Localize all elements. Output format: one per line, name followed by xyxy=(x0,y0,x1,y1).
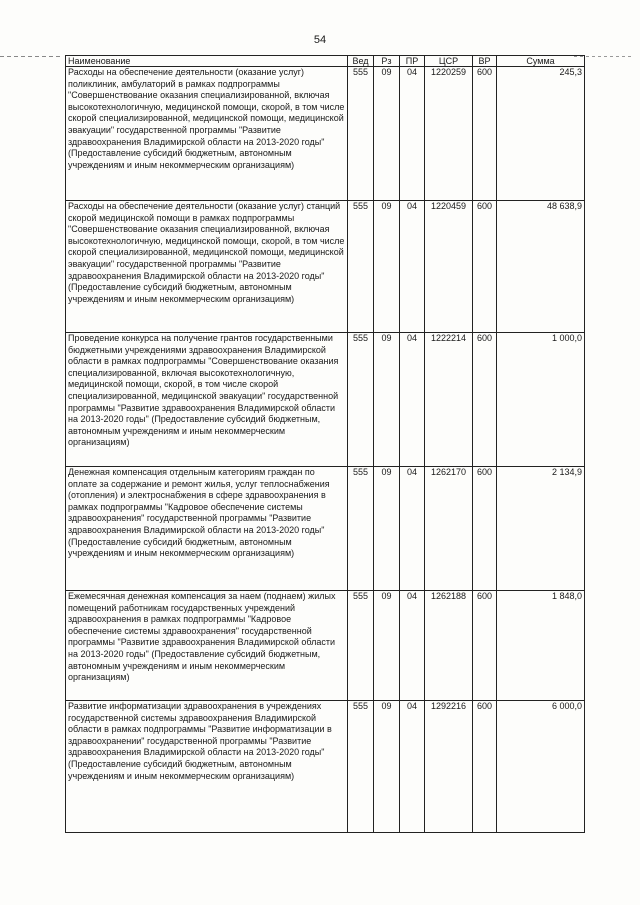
row-rz: 09 xyxy=(374,467,400,591)
row-csr: 1220259 xyxy=(425,67,473,201)
row-name: Расходы на обеспечение деятельности (оказание услуг) поликлиник, амбулаторий в рамках подпрограммы "Совершенствование оказания специализированной, включая высокотехнологичную, медицинской помощи, скорой, в том числе скорой специализированной, медицинской помощи, медицинской эвакуации" государственной программы "Развитие здравоохранения Владимирской области на 2013-2020 годы" (Предоставление субсидий бюджетным, автономным учреждениям и иным некоммерческим организациям) xyxy=(66,67,348,201)
table-row xyxy=(66,591,585,701)
row-name: Денежная компенсация отдельным категориям граждан по оплате за содержание и ремонт жилья, услуг теплоснабжения (отопления) и электроснабжения в сфере здравоохранения в рамках подпрограммы "Кадровое обеспечение системы здравоохранения" государственной программы "Развитие здравоохранения Владимирской области на 2013-2020 годы" (Предоставление субсидий бюджетным, автономным учреждениям и иным некоммерческим организациям) xyxy=(66,467,348,591)
row-ved: 555 xyxy=(348,67,374,201)
row-csr: 1222214 xyxy=(425,333,473,467)
row-vr: 600 xyxy=(473,467,497,591)
row-ved: 555 xyxy=(348,333,374,467)
row-vr: 600 xyxy=(473,201,497,333)
header-name: Наименование xyxy=(66,56,348,67)
page-number: 54 xyxy=(313,34,327,46)
row-vr: 600 xyxy=(473,701,497,833)
header-rz: Рз xyxy=(374,56,400,67)
table-row xyxy=(66,67,585,201)
table-row xyxy=(66,467,585,591)
header-vr: ВР xyxy=(473,56,497,67)
header-ved: Вед xyxy=(348,56,374,67)
row-name: Расходы на обеспечение деятельности (оказание услуг) станций скорой медицинской помощи в рамках подпрограммы "Совершенствование оказания специализированной, включая высокотехнологичную, медицинской помощи, скорой, в том числе скорой специализированной, медицинской помощи, медицинской эвакуации" государственной программы "Развитие здравоохранения Владимирской области на 2013-2020 годы" (Предоставление субсидий бюджетным, автономным учреждениям и иным некоммерческим организациям) xyxy=(66,201,348,333)
row-sum: 1 000,0 xyxy=(497,333,585,467)
row-csr: 1220459 xyxy=(425,201,473,333)
row-pr: 04 xyxy=(400,67,425,201)
row-pr: 04 xyxy=(400,591,425,701)
row-rz: 09 xyxy=(374,201,400,333)
row-sum: 1 848,0 xyxy=(497,591,585,701)
row-ved: 555 xyxy=(348,591,374,701)
row-pr: 04 xyxy=(400,333,425,467)
row-csr: 1262170 xyxy=(425,467,473,591)
header-sum: Сумма xyxy=(497,56,585,67)
row-sum: 245,3 xyxy=(497,67,585,201)
row-pr: 04 xyxy=(400,701,425,833)
row-rz: 09 xyxy=(374,333,400,467)
table-header-row xyxy=(66,56,585,67)
scan-artifact-line xyxy=(0,56,60,57)
row-rz: 09 xyxy=(374,701,400,833)
row-ved: 555 xyxy=(348,701,374,833)
row-vr: 600 xyxy=(473,591,497,701)
budget-table xyxy=(65,55,585,833)
row-pr: 04 xyxy=(400,467,425,591)
row-ved: 555 xyxy=(348,467,374,591)
row-rz: 09 xyxy=(374,67,400,201)
table-row xyxy=(66,333,585,467)
row-ved: 555 xyxy=(348,201,374,333)
header-pr: ПР xyxy=(400,56,425,67)
row-sum: 48 638,9 xyxy=(497,201,585,333)
table-row xyxy=(66,201,585,333)
row-vr: 600 xyxy=(473,333,497,467)
row-rz: 09 xyxy=(374,591,400,701)
row-sum: 6 000,0 xyxy=(497,701,585,833)
row-sum: 2 134,9 xyxy=(497,467,585,591)
header-csr: ЦСР xyxy=(425,56,473,67)
row-name: Развитие информатизации здравоохранения в учреждениях государственной системы здравоохранения Владимирской области в рамках подпрограммы "Развитие информатизации в здравоохранении" государственной программы "Развитие здравоохранения Владимирской области на 2013-2020 годы" (Предоставление субсидий бюджетным, автономным учреждениям и иным некоммерческим организациям) xyxy=(66,701,348,833)
row-name: Проведение конкурса на получение грантов государственными бюджетными учреждениями здравоохранения Владимирской области в рамках подпрограммы "Совершенствование оказания специализированной, включая высокотехнологичную, медицинской помощи, скорой, в том числе скорой специализированной, медицинской эвакуации" государственной программы "Развитие здравоохранения Владимирской области на 2013-2020 годы" (Предоставление субсидий бюджетным, автономным учреждениям и иным некоммерческим организациям) xyxy=(66,333,348,467)
row-pr: 04 xyxy=(400,201,425,333)
row-name: Ежемесячная денежная компенсация за наем (поднаем) жилых помещений работникам государственных учреждений здравоохранения в рамках подпрограммы "Кадровое обеспечение системы здравоохранения" государственной программы "Развитие здравоохранения Владимирской области на 2013-2020 годы" (Предоставление субсидий бюджетным, автономным учреждениям и иным некоммерческим организациям) xyxy=(66,591,348,701)
row-vr: 600 xyxy=(473,67,497,201)
row-csr: 1262188 xyxy=(425,591,473,701)
table-row xyxy=(66,701,585,833)
row-csr: 1292216 xyxy=(425,701,473,833)
